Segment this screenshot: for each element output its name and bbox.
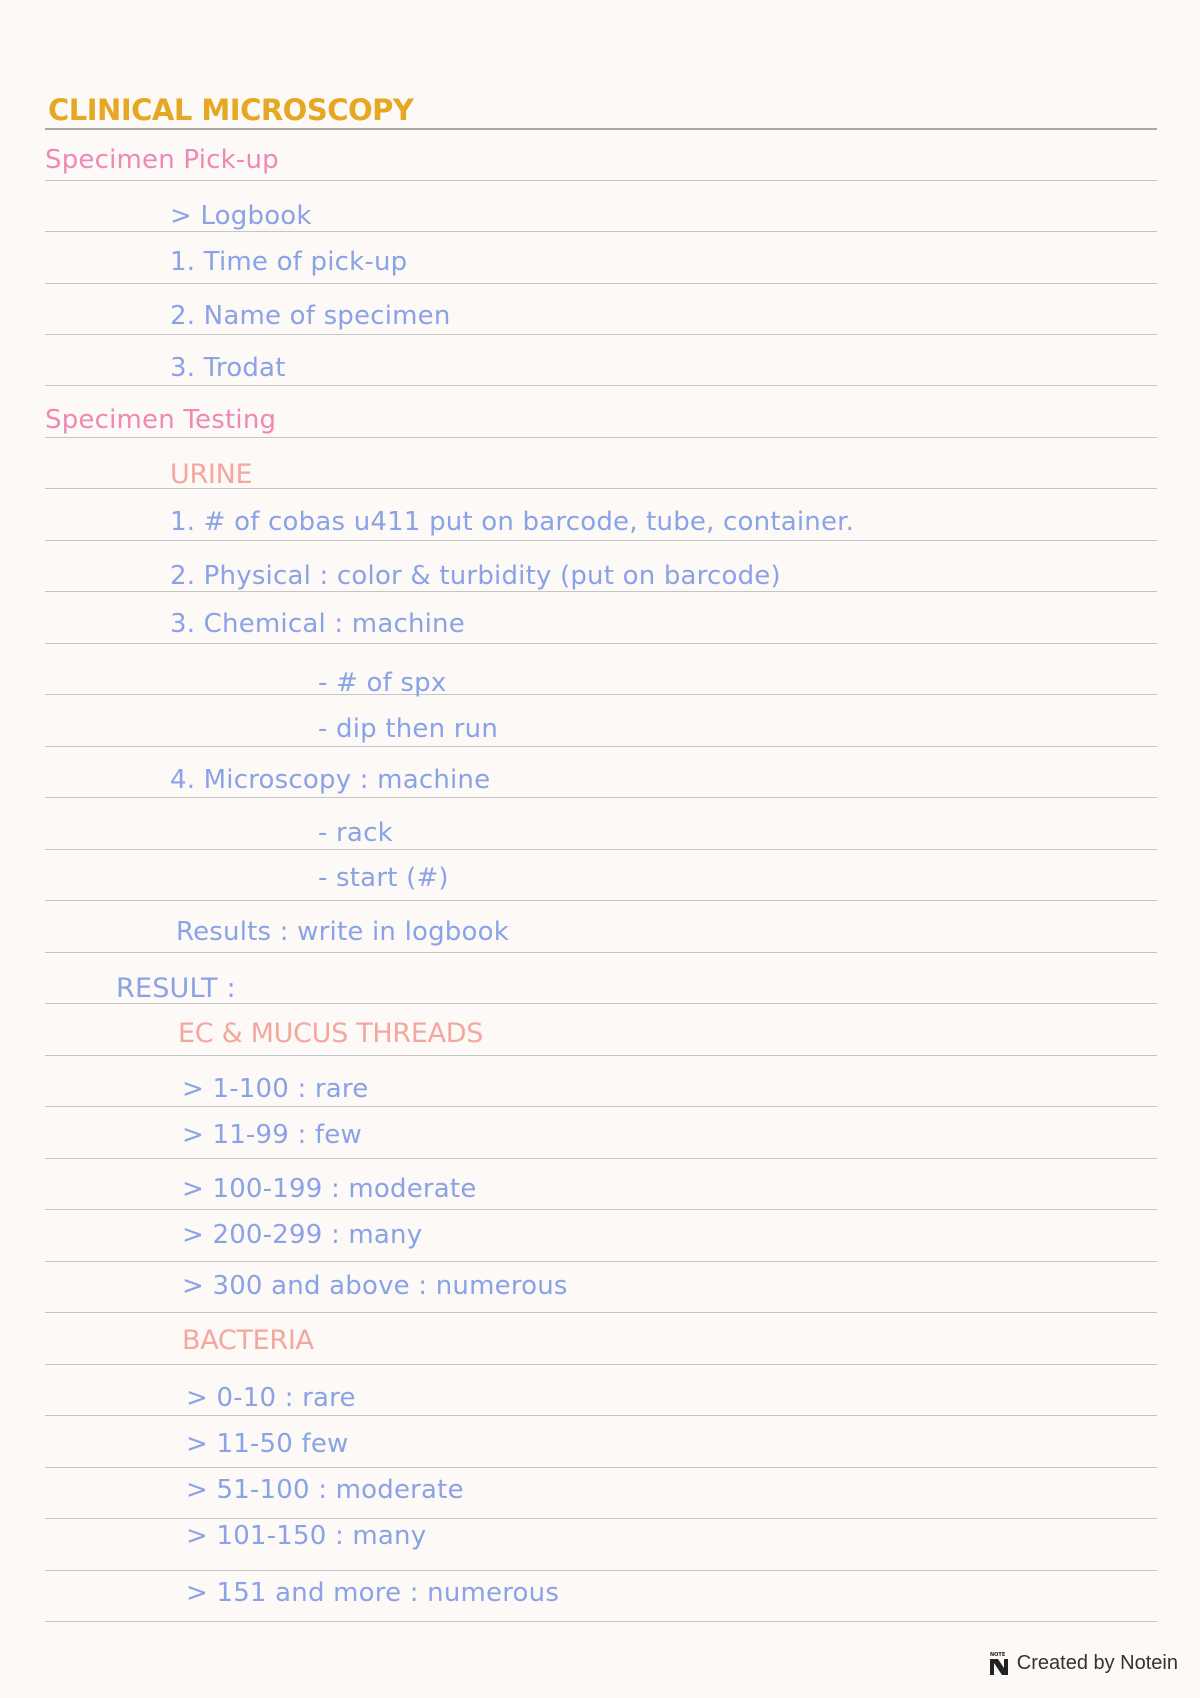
- ruled-line: [45, 694, 1157, 695]
- list-item: > 100-199 : moderate: [182, 1174, 477, 1204]
- section-heading-pickup: Specimen Pick-up: [45, 145, 279, 175]
- ruled-line: [45, 283, 1157, 284]
- list-item: 1. # of cobas u411 put on barcode, tube, container.: [170, 507, 855, 537]
- ruled-line: [45, 1055, 1157, 1056]
- list-item: > 101-150 : many: [186, 1521, 427, 1551]
- svg-text:NOTE: NOTE: [989, 1652, 1006, 1658]
- subheading-ec-mucus: EC & MUCUS THREADS: [178, 1018, 484, 1049]
- footer-credit: [989, 1650, 1178, 1676]
- footer-text: Created by Notein: [1016, 1651, 1178, 1674]
- ruled-line: [45, 437, 1157, 438]
- ruled-line: [45, 1158, 1157, 1159]
- ruled-line: [45, 334, 1157, 335]
- ruled-line: [45, 385, 1157, 386]
- list-item: > 51-100 : moderate: [186, 1475, 464, 1505]
- ruled-line: [45, 797, 1157, 798]
- list-item: - start (#): [318, 863, 449, 893]
- ruled-line: [45, 1312, 1157, 1313]
- list-item: 3. Chemical : machine: [170, 609, 465, 639]
- list-item: Results : write in logbook: [176, 917, 509, 947]
- list-item: 3. Trodat: [170, 353, 286, 383]
- list-item: > 200-299 : many: [182, 1220, 423, 1250]
- list-item: - rack: [318, 818, 393, 848]
- subheading-urine: URINE: [170, 459, 253, 490]
- ruled-line: [45, 231, 1157, 232]
- ruled-line: [45, 746, 1157, 747]
- ruled-line: [45, 180, 1157, 181]
- list-item: 2. Name of specimen: [170, 301, 451, 331]
- page-title: CLINICAL MICROSCOPY: [48, 93, 414, 127]
- list-item: - dip then run: [318, 714, 499, 744]
- ruled-line: [45, 1518, 1157, 1519]
- ruled-line: [45, 1364, 1157, 1365]
- ruled-line: [45, 1415, 1157, 1416]
- list-item: - # of spx: [318, 668, 447, 698]
- subheading-bacteria: BACTERIA: [182, 1325, 314, 1356]
- title-rule: [45, 128, 1157, 130]
- ruled-line: [45, 1209, 1157, 1210]
- ruled-line: [45, 1261, 1157, 1262]
- list-item: 1. Time of pick-up: [170, 247, 408, 277]
- result-heading: RESULT :: [116, 973, 236, 1004]
- ruled-line: [45, 591, 1157, 592]
- list-item: > 0-10 : rare: [186, 1383, 356, 1413]
- list-item: > 300 and above : numerous: [182, 1271, 568, 1301]
- list-item: > 11-50 few: [186, 1429, 349, 1459]
- list-item: > Logbook: [170, 201, 312, 231]
- ruled-line: [45, 1621, 1157, 1622]
- list-item: > 151 and more : numerous: [186, 1578, 560, 1608]
- ruled-line: [45, 900, 1157, 901]
- ruled-line: [45, 643, 1157, 644]
- ruled-line: [45, 1570, 1157, 1571]
- ruled-line: [45, 1467, 1157, 1468]
- ruled-line: [45, 952, 1157, 953]
- ruled-line: [45, 1106, 1157, 1107]
- ruled-line: [45, 849, 1157, 850]
- notein-logo-icon: [989, 1650, 1011, 1676]
- list-item: 4. Microscopy : machine: [170, 765, 491, 795]
- list-item: > 1-100 : rare: [182, 1074, 369, 1104]
- section-heading-testing: Specimen Testing: [45, 405, 277, 435]
- list-item: > 11-99 : few: [182, 1120, 362, 1150]
- ruled-line: [45, 540, 1157, 541]
- list-item: 2. Physical : color & turbidity (put on barcode): [170, 561, 781, 591]
